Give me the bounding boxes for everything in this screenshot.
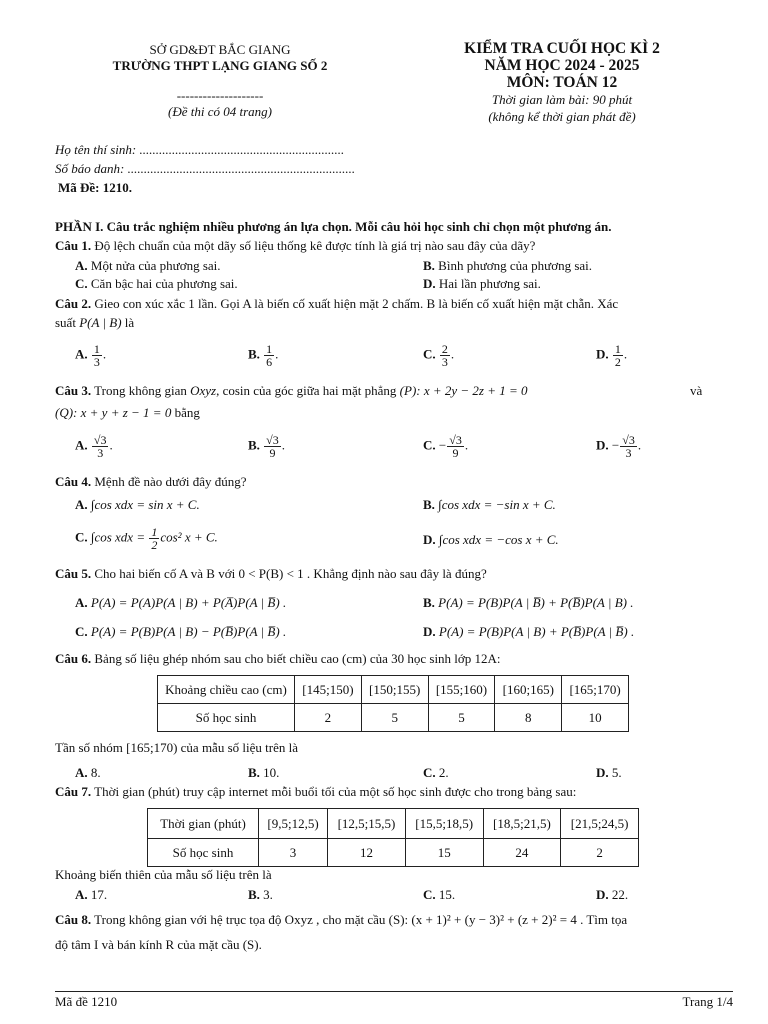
q7-option-c: C. 15. [423, 887, 456, 902]
q7-option-d: D. 22. [596, 887, 629, 902]
question-2-line2: suất P(A | B) là [55, 315, 135, 330]
q1-option-d: D. Hai lần phương sai. [423, 276, 541, 291]
q4-option-b: B. ∫cos xdx = −sin x + C. [423, 497, 556, 512]
q1-text: Độ lệch chuẩn của một dãy số liệu thống kê được tính là giá trị nào sau đây của dãy? [91, 238, 536, 253]
q3-option-c: C. − $\frac{√3}{9}$ . [423, 433, 469, 460]
subject: MÔN: TOÁN 12 [506, 74, 618, 91]
q5-option-d: D. P(A) = P(B)P(A | B) + P(B̅)P(A | B̅) . [423, 624, 635, 639]
question-7-prompt: Khoảng biến thiên của mẫu số liệu trên là [55, 867, 272, 882]
q1-option-c: C. Căn bậc hai của phương sai. [75, 276, 238, 291]
header-right [412, 40, 712, 125]
time-note: (không kể thời gian phát đề) [488, 109, 636, 124]
question-6-prompt: Tần số nhóm [165;170) của mẫu số liệu trên là [55, 740, 298, 755]
time-limit: Thời gian làm bài: 90 phút [491, 92, 633, 107]
q5-option-b: B. P(A) = P(B)P(A | B̅) + P(B̅)P(A | B) . [423, 595, 634, 610]
footer-exam-code: Mã đề 1210 [55, 994, 118, 1009]
q1-option-b: B. Bình phương của phương sai. [423, 258, 593, 273]
q7-option-b: B. 3. [248, 887, 273, 902]
candidate-id-line: Số báo danh: ...................................................................... [55, 161, 356, 176]
question-8: Câu 8. Trong không gian với hệ trục tọa độ Oxyz , cho mặt cầu (S): (x + 1)² + (y − 3)² + (z + 2)² = 4 . Tìm tọa [55, 912, 628, 927]
q3-option-b: B. $\frac{√3}{9}$ . [248, 433, 286, 460]
question-3-line2: (Q): x + y + z − 1 = 0 bằng [55, 405, 200, 420]
question-1 [55, 238, 715, 254]
table-row: Khoảng chiều cao (cm) [145;150) [150;155) [155;160) [160;165) [165;170) [158, 676, 629, 704]
question-3: Câu 3. Trong không gian Oxyz, cosin của góc giữa hai mặt phẳng (P): x + 2y − 2z + 1 = 0 [55, 383, 528, 398]
school-name: TRƯỜNG THPT LẠNG GIANG SỐ 2 [112, 58, 328, 73]
dash-line: -------------------- [176, 88, 264, 103]
table-row: Số học sinh 3 12 15 24 2 [148, 839, 639, 867]
table-row: Thời gian (phút) [9,5;12,5) [12,5;15,5) [15,5;18,5) [18,5;21,5) [21,5;24,5) [148, 809, 639, 839]
question-4: Câu 4. Mệnh đề nào dưới đây đúng? [55, 474, 247, 489]
q3-and: và [690, 383, 703, 398]
q3-option-a: A. $\frac{√3}{3}$ . [75, 433, 113, 460]
exam-title: KIỂM TRA CUỐI HỌC KÌ 2 [464, 40, 660, 57]
q6-option-a: A. 8. [75, 765, 101, 780]
exam-code: Mã Đề: 1210. [58, 180, 133, 195]
q4-option-a: A. ∫cos xdx = sin x + C. [75, 497, 200, 512]
q2-option-c: C. $\frac{2}{3}$ . [423, 342, 455, 369]
q7-option-a: A. 17. [75, 887, 108, 902]
q3-option-d: D. − $\frac{√3}{3}$ . [596, 433, 642, 460]
q4-option-c: C. ∫cos xdx = $\frac{1}{2}$ cos² x + C. [75, 525, 218, 552]
height-table [157, 675, 629, 732]
part-title: PHẦN I. Câu trắc nghiệm nhiều phương án lựa chọn. Mỗi câu hỏi học sinh chỉ chọn một phương án. [55, 219, 612, 234]
q5-option-c: C. P(A) = P(B)P(A | B) − P(B̅)P(A | B̅) . [75, 624, 287, 639]
q2-option-b: B. $\frac{1}{6}$ . [248, 342, 279, 369]
question-2: Câu 2. Gieo con xúc xắc 1 lần. Gọi A là biến cố xuất hiện mặt 2 chấm. B là biến cố xuất hiện mặt chẵn. Xác [55, 296, 619, 311]
q2-option-a: A. $\frac{1}{3}$ . [75, 342, 107, 369]
q6-option-c: C. 2. [423, 765, 449, 780]
question-5: Câu 5. Cho hai biến cố A và B với 0 < P(B) < 1 . Khẳng định nào sau đây là đúng? [55, 566, 487, 581]
question-6: Câu 6. Bảng số liệu ghép nhóm sau cho biết chiều cao (cm) của 30 học sinh lớp 12A: [55, 651, 501, 666]
question-7: Câu 7. Thời gian (phút) truy cập internet mỗi buổi tối của một số học sinh được cho trong bảng sau: [55, 784, 577, 799]
q1-option-a: A. Một nửa của phương sai. [75, 258, 221, 273]
dept-name: SỞ GD&ĐT BẮC GIANG [149, 42, 291, 57]
pages-note: (Đề thi có 04 trang) [168, 104, 272, 119]
candidate-name-line: Họ tên thí sinh: ............................................................... [55, 142, 345, 157]
table-row: Số học sinh 2 5 5 8 10 [158, 704, 629, 732]
q1-label: Câu 1. [55, 238, 92, 253]
footer-divider [55, 991, 733, 992]
q5-option-a: A. P(A) = P(A)P(A | B) + P(A̅)P(A | B̅) . [75, 595, 287, 610]
internet-time-table [147, 808, 639, 867]
question-8-line2: độ tâm I và bán kính R của mặt cầu (S). [55, 937, 262, 952]
header-left [62, 42, 378, 120]
footer-page-number: Trang 1/4 [682, 994, 733, 1009]
q2-option-d: D. $\frac{1}{2}$ . [596, 342, 628, 369]
q4-option-d: D. ∫cos xdx = −cos x + C. [423, 532, 559, 547]
q6-option-d: D. 5. [596, 765, 622, 780]
school-year: NĂM HỌC 2024 - 2025 [484, 57, 640, 74]
q6-option-b: B. 10. [248, 765, 280, 780]
